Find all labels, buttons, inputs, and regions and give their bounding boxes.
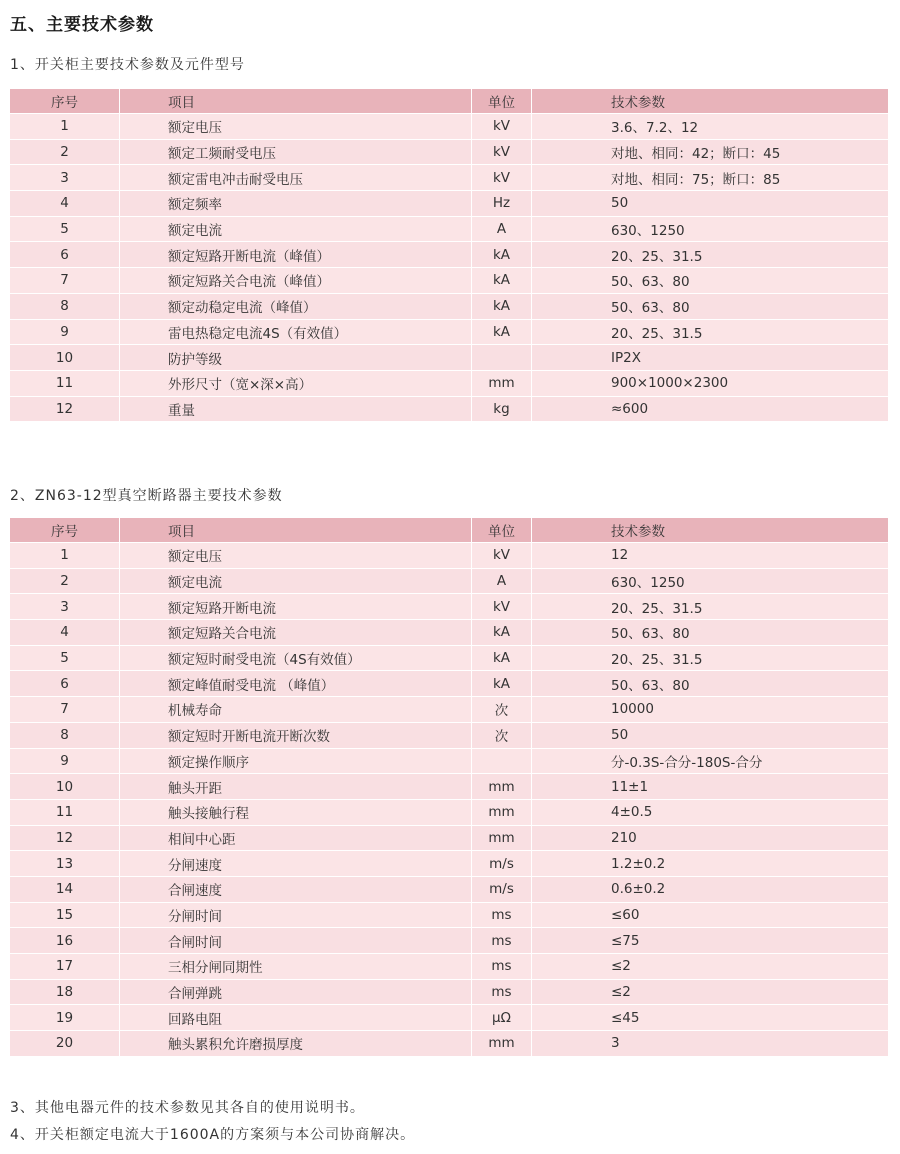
row-no: 20 bbox=[10, 1031, 120, 1056]
row-item: 触头开距 bbox=[120, 774, 472, 799]
header-unit: 单位 bbox=[472, 89, 532, 113]
table-row bbox=[10, 671, 888, 697]
table-row bbox=[10, 928, 888, 954]
row-no: 6 bbox=[10, 242, 120, 267]
row-unit: kV bbox=[472, 165, 532, 190]
row-no: 18 bbox=[10, 980, 120, 1005]
row-param: 20、25、31.5 bbox=[611, 652, 703, 669]
row-no: 9 bbox=[10, 320, 120, 345]
row-unit: ms bbox=[472, 954, 532, 979]
row-unit: kA bbox=[472, 268, 532, 293]
row-unit: kA bbox=[472, 294, 532, 319]
row-item: 分闸时间 bbox=[120, 903, 472, 928]
header-param: 技术参数 bbox=[611, 95, 665, 111]
row-param: 分-0.3S-合分-180S-合分 bbox=[611, 754, 763, 771]
row-item: 相间中心距 bbox=[120, 826, 472, 851]
row-unit: kA bbox=[472, 320, 532, 345]
row-unit: ms bbox=[472, 928, 532, 953]
row-param: 对地、相同：75；断口：85 bbox=[611, 171, 781, 188]
row-param: 900×1000×2300 bbox=[611, 375, 729, 392]
row-item: 额定工频耐受电压 bbox=[120, 140, 472, 165]
row-unit: 次 bbox=[472, 723, 532, 748]
row-no: 2 bbox=[10, 140, 120, 165]
row-unit: 次 bbox=[472, 697, 532, 722]
row-no: 1 bbox=[10, 114, 120, 139]
row-no: 4 bbox=[10, 191, 120, 216]
table-row bbox=[10, 320, 888, 346]
header-unit: 单位 bbox=[472, 518, 532, 542]
row-param: IP2X bbox=[611, 349, 641, 366]
row-unit: kA bbox=[472, 242, 532, 267]
row-item: 外形尺寸（宽×深×高） bbox=[120, 371, 472, 396]
row-param: 对地、相同：42；断口：45 bbox=[611, 146, 781, 163]
row-item: 三相分闸同期性 bbox=[120, 954, 472, 979]
row-item: 雷电热稳定电流4S（有效值） bbox=[120, 320, 472, 345]
row-param: 0.6±0.2 bbox=[611, 881, 666, 898]
row-unit: kA bbox=[472, 671, 532, 696]
table-row bbox=[10, 646, 888, 672]
row-item: 触头累积允许磨损厚度 bbox=[120, 1031, 472, 1056]
row-no: 10 bbox=[10, 345, 120, 370]
row-param: 50、63、80 bbox=[611, 677, 690, 694]
row-param: 1.2±0.2 bbox=[611, 855, 666, 872]
row-param: ≤75 bbox=[611, 932, 640, 949]
row-unit: Hz bbox=[472, 191, 532, 216]
table-row bbox=[10, 294, 888, 320]
header-no: 序号 bbox=[10, 518, 120, 542]
row-param: 50、63、80 bbox=[611, 274, 690, 291]
row-param: ≈600 bbox=[611, 400, 649, 417]
row-item: 触头接触行程 bbox=[120, 800, 472, 825]
row-item: 额定峰值耐受电流 （峰值） bbox=[120, 671, 472, 696]
row-unit: mm bbox=[472, 800, 532, 825]
row-item: 重量 bbox=[120, 397, 472, 422]
table1-caption: 1、开关柜主要技术参数及元件型号 bbox=[10, 57, 245, 73]
row-param: 20、25、31.5 bbox=[611, 325, 703, 342]
table-row bbox=[10, 826, 888, 852]
header-item: 项目 bbox=[120, 518, 472, 542]
row-no: 10 bbox=[10, 774, 120, 799]
table-row bbox=[10, 954, 888, 980]
table-row bbox=[10, 165, 888, 191]
row-unit: mm bbox=[472, 774, 532, 799]
row-item: 额定动稳定电流（峰值） bbox=[120, 294, 472, 319]
row-param: 50 bbox=[611, 727, 629, 744]
row-item: 防护等级 bbox=[120, 345, 472, 370]
table2 bbox=[10, 518, 888, 1057]
row-param: 3.6、7.2、12 bbox=[611, 120, 699, 137]
row-no: 17 bbox=[10, 954, 120, 979]
row-unit: μΩ bbox=[472, 1005, 532, 1030]
row-no: 19 bbox=[10, 1005, 120, 1030]
row-unit: A bbox=[472, 217, 532, 242]
row-no: 11 bbox=[10, 800, 120, 825]
table-row bbox=[10, 1005, 888, 1031]
row-unit: kV bbox=[472, 114, 532, 139]
section-title: 五、主要技术参数 bbox=[10, 15, 154, 35]
row-no: 2 bbox=[10, 569, 120, 594]
row-item: 额定短路开断电流 bbox=[120, 594, 472, 619]
row-unit: A bbox=[472, 569, 532, 594]
row-no: 8 bbox=[10, 723, 120, 748]
table-row bbox=[10, 371, 888, 397]
row-item: 分闸速度 bbox=[120, 851, 472, 876]
row-item: 额定短路开断电流（峰值） bbox=[120, 242, 472, 267]
row-item: 合闸弹跳 bbox=[120, 980, 472, 1005]
row-param: 50 bbox=[611, 195, 629, 212]
row-item: 额定短路关合电流 bbox=[120, 620, 472, 645]
row-no: 12 bbox=[10, 826, 120, 851]
row-param: ≤60 bbox=[611, 906, 640, 923]
row-item: 额定电压 bbox=[120, 543, 472, 568]
row-param: 630、1250 bbox=[611, 223, 685, 240]
row-item: 合闸时间 bbox=[120, 928, 472, 953]
row-item: 回路电阻 bbox=[120, 1005, 472, 1030]
row-no: 16 bbox=[10, 928, 120, 953]
row-param: ≤2 bbox=[611, 958, 631, 975]
row-param: 210 bbox=[611, 829, 637, 846]
row-unit: kg bbox=[472, 397, 532, 422]
row-param: 12 bbox=[611, 547, 629, 564]
note-3: 3、其他电器元件的技术参数见其各自的使用说明书。 bbox=[10, 1100, 365, 1116]
row-unit: mm bbox=[472, 1031, 532, 1056]
row-unit: kV bbox=[472, 140, 532, 165]
row-param: 3 bbox=[611, 1035, 620, 1052]
row-item: 额定电流 bbox=[120, 217, 472, 242]
table-row bbox=[10, 723, 888, 749]
row-no: 11 bbox=[10, 371, 120, 396]
row-unit bbox=[472, 345, 532, 370]
row-param: ≤45 bbox=[611, 1009, 640, 1026]
table-row bbox=[10, 268, 888, 294]
row-unit: m/s bbox=[472, 877, 532, 902]
row-unit: kV bbox=[472, 594, 532, 619]
row-param: 10000 bbox=[611, 701, 654, 718]
row-no: 14 bbox=[10, 877, 120, 902]
row-no: 7 bbox=[10, 697, 120, 722]
row-param: 4±0.5 bbox=[611, 804, 653, 821]
row-param: 630、1250 bbox=[611, 575, 685, 592]
row-item: 额定雷电冲击耐受电压 bbox=[120, 165, 472, 190]
row-item: 额定频率 bbox=[120, 191, 472, 216]
row-item: 额定短路关合电流（峰值） bbox=[120, 268, 472, 293]
table1-header-row bbox=[10, 89, 888, 114]
table-row bbox=[10, 543, 888, 569]
table-row bbox=[10, 569, 888, 595]
table-row bbox=[10, 851, 888, 877]
row-no: 8 bbox=[10, 294, 120, 319]
row-no: 3 bbox=[10, 594, 120, 619]
row-no: 4 bbox=[10, 620, 120, 645]
row-item: 机械寿命 bbox=[120, 697, 472, 722]
table-row bbox=[10, 140, 888, 166]
row-item: 额定电流 bbox=[120, 569, 472, 594]
row-param: 50、63、80 bbox=[611, 626, 690, 643]
table-row bbox=[10, 1031, 888, 1057]
table-row bbox=[10, 697, 888, 723]
header-no: 序号 bbox=[10, 89, 120, 113]
row-item: 额定短时开断电流开断次数 bbox=[120, 723, 472, 748]
table-row bbox=[10, 877, 888, 903]
table-row bbox=[10, 903, 888, 929]
table-row bbox=[10, 980, 888, 1006]
row-unit: mm bbox=[472, 826, 532, 851]
table1 bbox=[10, 89, 888, 422]
table-row bbox=[10, 774, 888, 800]
row-no: 6 bbox=[10, 671, 120, 696]
row-item: 额定电压 bbox=[120, 114, 472, 139]
row-no: 1 bbox=[10, 543, 120, 568]
row-param: 11±1 bbox=[611, 778, 649, 795]
table-row bbox=[10, 217, 888, 243]
row-unit: kA bbox=[472, 646, 532, 671]
row-unit bbox=[472, 749, 532, 774]
note-4: 4、开关柜额定电流大于1600A的方案须与本公司协商解决。 bbox=[10, 1127, 416, 1143]
header-param: 技术参数 bbox=[611, 524, 665, 540]
row-no: 15 bbox=[10, 903, 120, 928]
table-row bbox=[10, 620, 888, 646]
row-no: 5 bbox=[10, 217, 120, 242]
row-no: 9 bbox=[10, 749, 120, 774]
row-no: 13 bbox=[10, 851, 120, 876]
table-row bbox=[10, 191, 888, 217]
table-row bbox=[10, 800, 888, 826]
row-no: 12 bbox=[10, 397, 120, 422]
row-no: 7 bbox=[10, 268, 120, 293]
table2-caption: 2、ZN63-12型真空断路器主要技术参数 bbox=[10, 488, 283, 504]
header-item: 项目 bbox=[120, 89, 472, 113]
table-row bbox=[10, 242, 888, 268]
table-row bbox=[10, 397, 888, 423]
table-row bbox=[10, 594, 888, 620]
row-unit: mm bbox=[472, 371, 532, 396]
row-unit: ms bbox=[472, 980, 532, 1005]
row-unit: kV bbox=[472, 543, 532, 568]
table2-header-row bbox=[10, 518, 888, 543]
row-no: 5 bbox=[10, 646, 120, 671]
row-unit: ms bbox=[472, 903, 532, 928]
row-unit: m/s bbox=[472, 851, 532, 876]
row-item: 额定操作顺序 bbox=[120, 749, 472, 774]
row-param: ≤2 bbox=[611, 984, 631, 1001]
table-row bbox=[10, 345, 888, 371]
row-param: 20、25、31.5 bbox=[611, 248, 703, 265]
row-item: 合闸速度 bbox=[120, 877, 472, 902]
row-item: 额定短时耐受电流（4S有效值） bbox=[120, 646, 472, 671]
row-param: 20、25、31.5 bbox=[611, 600, 703, 617]
row-param: 50、63、80 bbox=[611, 300, 690, 317]
table-row bbox=[10, 114, 888, 140]
row-unit: kA bbox=[472, 620, 532, 645]
row-no: 3 bbox=[10, 165, 120, 190]
table-row bbox=[10, 749, 888, 775]
